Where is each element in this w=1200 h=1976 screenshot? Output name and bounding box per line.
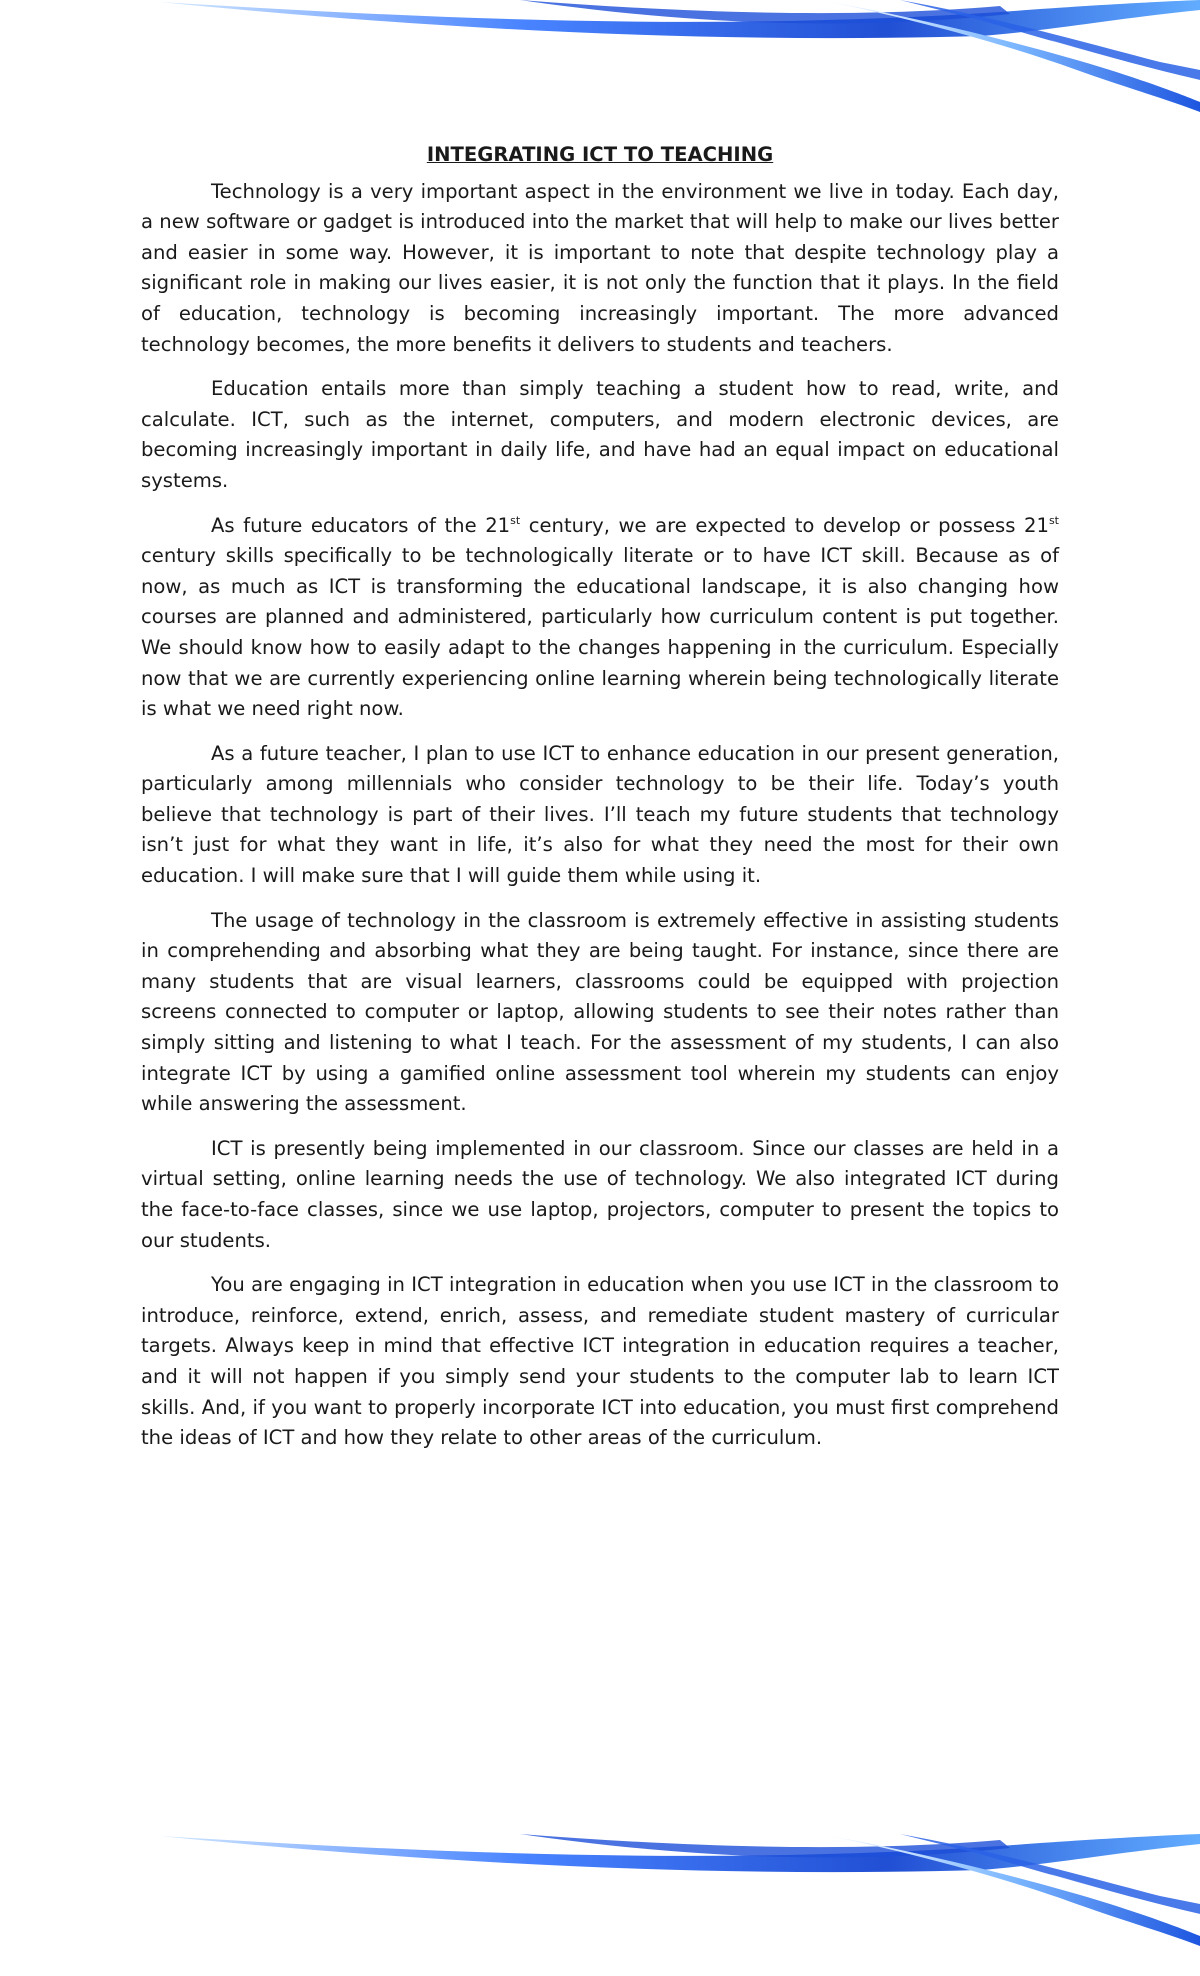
- paragraph-3-text-c: century skills specifically to be technologically literate or to have ICT skill. Because as of now, as much as ICT is transforming the educational landscape, it is also changing how courses are planned and administered, particularly how curriculum content is put together. We should know how to easily adapt to the changes happening in the curriculum. Especially now that we are currently experiencing online learning wherein being technologically literate is what we need right now.: [141, 544, 1059, 721]
- bottom-blue-swoosh-decoration: [0, 1826, 1200, 1976]
- document-body: [141, 140, 1059, 1468]
- paragraph-5: The usage of technology in the classroom is extremely effective in assisting students in comprehending and absorbing what they are being taught. For instance, since there are many students that are visual learners, classrooms could be equipped with projection screens connected to computer or laptop, allowing students to see their notes rather than simply sitting and listening to what I teach. For the assessment of my students, I can also integrate ICT by using a gamified online assessment tool wherein my students can enjoy while answering the assessment.: [141, 908, 1059, 1116]
- top-blue-swoosh-decoration: [0, 0, 1200, 150]
- paragraph-3: [141, 511, 1059, 725]
- paragraph-6: ICT is presently being implemented in our classroom. Since our classes are held in a virtual setting, online learning needs the use of technology. We also integrated ICT during the face-to-face classes, since we use laptop, projectors, computer to present the topics to our students.: [141, 1136, 1059, 1252]
- paragraph-3-text-b: century, we are expected to develop or possess 21: [520, 513, 1049, 537]
- document-title: INTEGRATING ICT TO TEACHING: [426, 143, 774, 166]
- paragraph-4: As a future teacher, I plan to use ICT to enhance education in our present generation, particularly among millennials who consider technology to be their life. Today’s youth believe that technology is part of their lives. I’ll teach my future students that technology isn’t just for what they want in life, it’s also for what they need the most for their own education. I will make sure that I will guide them while using it.: [141, 741, 1059, 888]
- superscript-st: st: [1048, 513, 1059, 527]
- superscript-st: st: [510, 513, 521, 527]
- paragraph-2: Education entails more than simply teaching a student how to read, write, and calculate. ICT, such as the internet, computers, and modern electronic devices, are becoming increasingly important in daily life, and have had an equal impact on educational systems.: [141, 377, 1059, 492]
- paragraph-7: You are engaging in ICT integration in education when you use ICT in the classroom to introduce, reinforce, extend, enrich, assess, and remediate student mastery of curricular targets. Always keep in mind that effective ICT integration in education requires a teacher, and it will not happen if you simply send your students to the computer lab to learn ICT skills. And, if you want to properly incorporate ICT into education, you must first comprehend the ideas of ICT and how they relate to other areas of the curriculum.: [141, 1273, 1059, 1450]
- paragraph-3-text-a: As future educators of the 21: [211, 513, 511, 537]
- paragraph-1: Technology is a very important aspect in the environment we live in today. Each day, a new software or gadget is introduced into the market that will help to make our lives better and easier in some way. However, it is important to note that despite technology play a significant role in making our lives easier, it is not only the function that it plays. In the field of education, technology is becoming increasingly important. The more advanced technology becomes, the more benefits it delivers to students and teachers.: [141, 179, 1059, 356]
